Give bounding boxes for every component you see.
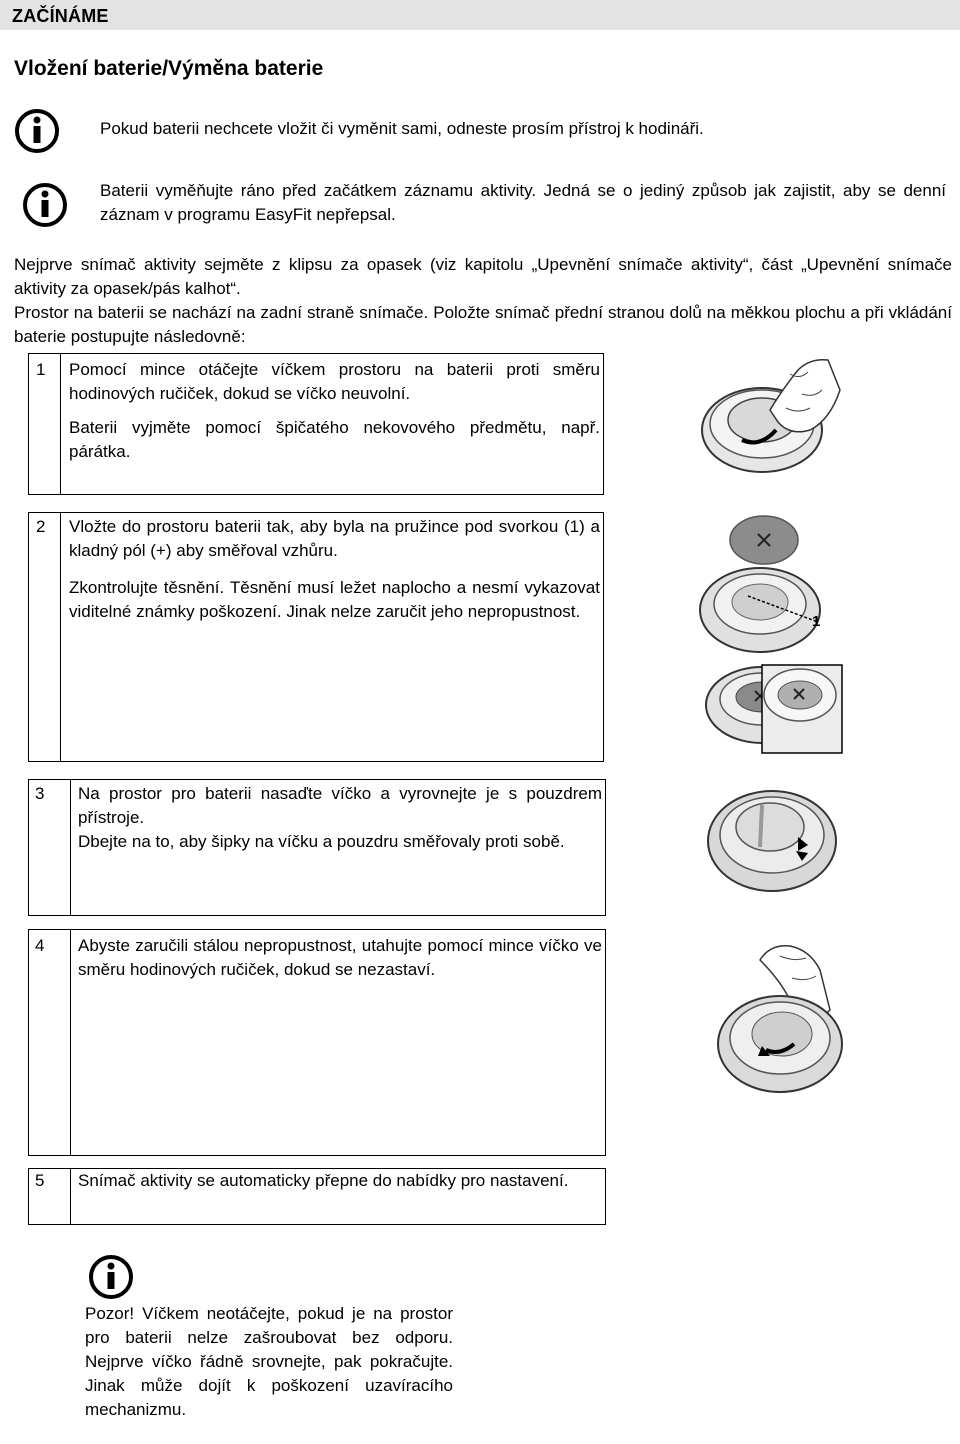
divider (70, 930, 71, 1155)
section-header (0, 0, 960, 30)
step-paragraph: Snímač aktivity se automaticky přepne do nabídky pro nastavení. (78, 1171, 569, 1190)
step-paragraph: Na prostor pro baterii nasaďte víčko a vyrovnejte je s pouzdrem přístroje. (78, 784, 602, 827)
step-table (28, 779, 606, 916)
coin-tightening-illustration (710, 940, 860, 1100)
step-table (28, 353, 604, 495)
step-text (69, 515, 600, 624)
warning-text: Pozor! Víčkem neotáčejte, pokud je na prostor pro baterii nelze zašroubovat bez odporu. Nejprve víčko řádně srovnejte, pak pokračujte. Jinak může dojít k poškození uzavíracího mechanizmu. (85, 1304, 453, 1419)
coin-turning-cap-illustration (690, 350, 850, 485)
step-number: 2 (36, 517, 46, 536)
intro-paragraph: Nejprve snímač aktivity sejměte z klipsu za opasek (viz kapitolu „Upevnění snímače aktivity“, část „Upevnění snímače aktivity za opasek/pás kalhot“. (14, 255, 952, 298)
divider (70, 1169, 71, 1224)
info-icon (22, 182, 68, 228)
step-table (28, 929, 606, 1156)
step-text (69, 358, 600, 464)
page-title: Vložení baterie/Výměna baterie (14, 57, 324, 80)
step-paragraph: Dbejte na to, aby šipky na víčku a pouzdru směřovaly proti sobě. (78, 832, 565, 851)
step-paragraph: Vložte do prostoru baterii tak, aby byla na pružince pod svorkou (1) a kladný pól (+) aby směřoval vzhůru. (69, 517, 600, 560)
step-paragraph: Zkontrolujte těsnění. Těsnění musí ležet naplocho a nesmí vykazovat viditelné známky poškození. Jinak nelze zaručit jeho nepropustnost. (69, 578, 600, 621)
section-title: ZAČÍNÁME (12, 6, 109, 26)
note-text: Pokud baterii nechcete vložit či vyměnit sami, odneste prosím přístroj k hodináři. (100, 119, 704, 138)
seal-check-illustration (700, 655, 845, 755)
step-paragraph: Pomocí mince otáčejte víčkem prostoru na baterii proti směru hodinových ručiček, dokud se víčko neuvolní. (69, 360, 600, 403)
step-text (78, 934, 602, 982)
step-table (28, 512, 604, 762)
info-icon (88, 1254, 134, 1300)
step-number: 1 (36, 360, 46, 379)
step-table (28, 1168, 606, 1225)
battery-insert-illustration (690, 510, 850, 665)
cap-aligned-illustration (700, 775, 850, 905)
step-text (78, 782, 602, 854)
step-number: 5 (35, 1171, 45, 1190)
step-number: 4 (35, 936, 45, 955)
callout-label: 1 (812, 613, 821, 630)
intro-paragraph: Prostor na baterii se nachází na zadní straně snímače. Položte snímač přední stranou dolů na měkkou plochu a při vkládání baterie postupujte následovně: (14, 303, 952, 346)
divider (70, 780, 71, 915)
divider (60, 354, 61, 494)
step-paragraph: Abyste zaručili stálou nepropustnost, utahujte pomocí mince víčko ve směru hodinových ručiček, dokud se nezastaví. (78, 936, 602, 979)
divider (60, 513, 61, 761)
step-text (78, 1169, 602, 1193)
step-number: 3 (35, 784, 45, 803)
note-text: Baterii vyměňujte ráno před začátkem záznamu aktivity. Jedná se o jediný způsob jak zajistit, aby se denní záznam v programu EasyFit nepřepsal. (100, 181, 946, 224)
step-paragraph: Baterii vyjměte pomocí špičatého nekovového předmětu, např. párátka. (69, 418, 600, 461)
info-icon (14, 108, 60, 154)
